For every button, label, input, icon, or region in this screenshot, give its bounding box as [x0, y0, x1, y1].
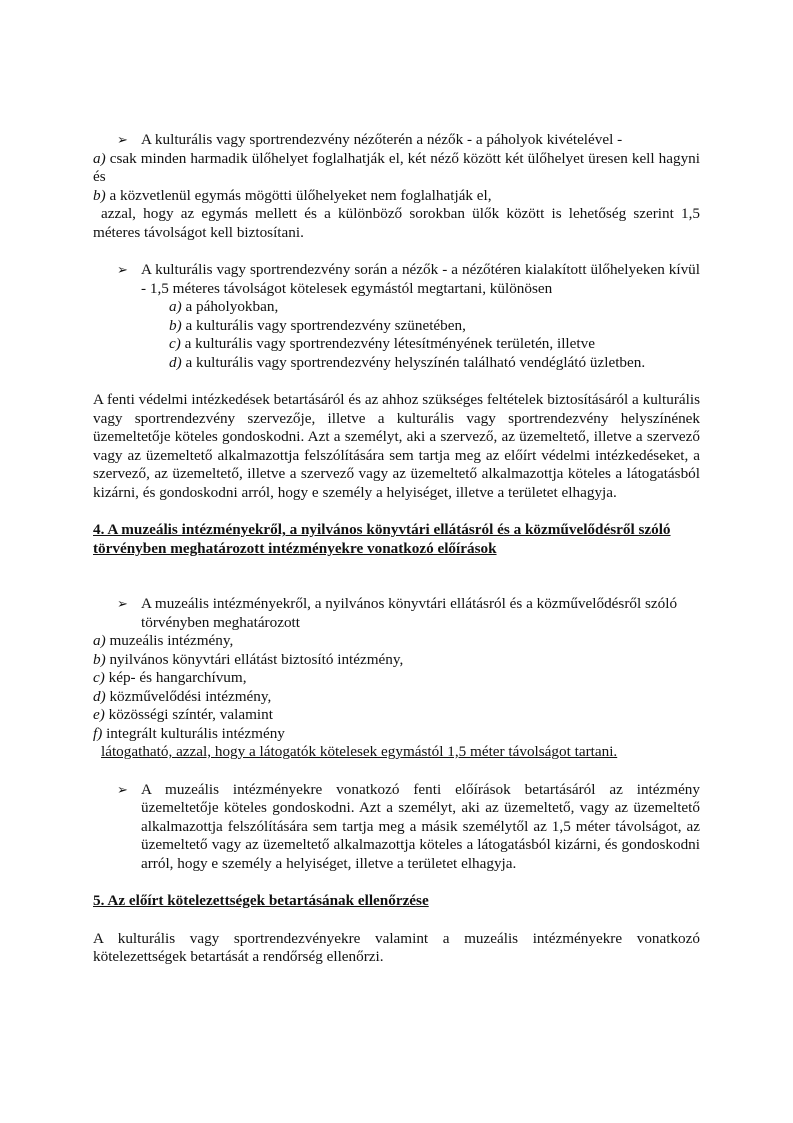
list-item: a) csak minden harmadik ülőhelyet foglalhatják el, két néző között két ülőhelyet üresen kell hagyni és: [93, 149, 700, 185]
list-item: b) nyilvános könyvtári ellátást biztosító intézmény,: [93, 650, 404, 668]
list-item: f) integrált kulturális intézmény: [93, 724, 285, 742]
organizer-duties-paragraph: A fenti védelmi intézkedések betartásáról és az ahhoz szükséges feltételek biztosításáról a kulturális vagy sportrendezvény szervezője, illetve a kulturális vagy sportrendezvény helyszínének üzemeltetője köteles gondoskodni. Azt a személyt, aki a szervező, az üzemeltető, illetve a szervező vagy az üzemeltető alkalmazottja felszólítására sem tartja meg az előírt védelmi intézkedéseket, a szervező, az üzemeltető, illetve a szervező vagy az üzemeltető alkalmazottja köteles a látogatásból kizárni, és gondoskodni arról, hogy e személy a helyiséget, illetve a területet elhagyja.: [93, 391, 700, 501]
police-check-paragraph: A kulturális vagy sportrendezvényekre valamint a muzeális intézményekre vonatkozó kötelezettségek betartását a rendőrség ellenőrzi.: [93, 929, 700, 965]
list-item: c) kép- és hangarchívum,: [93, 669, 247, 686]
list-item: a) a páholyokban,: [169, 298, 279, 315]
arrow-bullet-icon: ➢: [117, 596, 128, 611]
bullet-distance-rules: [93, 261, 700, 372]
arrow-bullet-icon: ➢: [117, 132, 128, 147]
arrow-bullet-icon: ➢: [117, 781, 128, 797]
section-4-heading: 4. A muzeális intézményekről, a nyilvános könyvtári ellátásról és a közművelődésről szóló törvényben meghatározott intézményekre vonatkozó előírások: [93, 521, 671, 557]
bullet-seating-rules: [93, 131, 700, 242]
bullet-operator-duties: [93, 781, 700, 874]
list-item: d) a kulturális vagy sportrendezvény helyszínén található vendéglátó üzletben.: [169, 353, 646, 371]
list-item: b) a kulturális vagy sportrendezvény szünetében,: [169, 316, 466, 334]
bullet-institutions: [93, 595, 700, 762]
arrow-bullet-icon: ➢: [117, 262, 128, 277]
list-item: e) közösségi színtér, valamint: [93, 706, 273, 723]
list-item: b) a közvetlenül egymás mögötti ülőhelyeket nem foglalhatják el,: [93, 186, 492, 204]
list-item: c) a kulturális vagy sportrendezvény létesítményének területén, illetve: [169, 335, 595, 352]
bullet-intro: A muzeális intézményekről, a nyilvános könyvtári ellátásról és a közművelődésről szóló törvényben meghatározott: [141, 595, 678, 631]
bullet-closing: azzal, hogy az egymás mellett és a különböző sorokban ülők között is lehetőség szerint 1,5 méteres távolságot kell biztosítani.: [93, 205, 700, 241]
bullet-intro: A kulturális vagy sportrendezvény során a nézők - a nézőtéren kialakított ülőhelyeken kívül - 1,5 méteres távolságot kötelesek egymástól megtartani, különösen: [141, 261, 700, 297]
document-page: [93, 131, 700, 967]
bullet-text: A muzeális intézményekre vonatkozó fenti előírások betartásáról az intézmény üzemeltetője köteles gondoskodni. Azt a személyt, aki az üzemeltető, vagy az üzemeltető alkalmazottja felszólítására sem tartja meg a másik személytől az 1,5 méter távolságot, az üzemeltető vagy az üzemeltető alkalmazottja köteles a látogatásból kizárni, és gondoskodni arról, hogy e személy a helyiséget, illetve a területet elhagyja.: [141, 780, 700, 872]
section-5-heading: 5. Az előírt kötelezettségek betartásának ellenőrzése: [93, 892, 429, 909]
list-item: d) közművelődési intézmény,: [93, 687, 272, 705]
bullet-intro: A kulturális vagy sportrendezvény nézőterén a nézők - a páholyok kivételével -: [141, 131, 623, 148]
list-item: a) muzeális intézmény,: [93, 632, 234, 649]
bullet-closing: látogatható, azzal, hogy a látogatók kötelesek egymástól 1,5 méter távolságot tartani.: [101, 743, 618, 760]
